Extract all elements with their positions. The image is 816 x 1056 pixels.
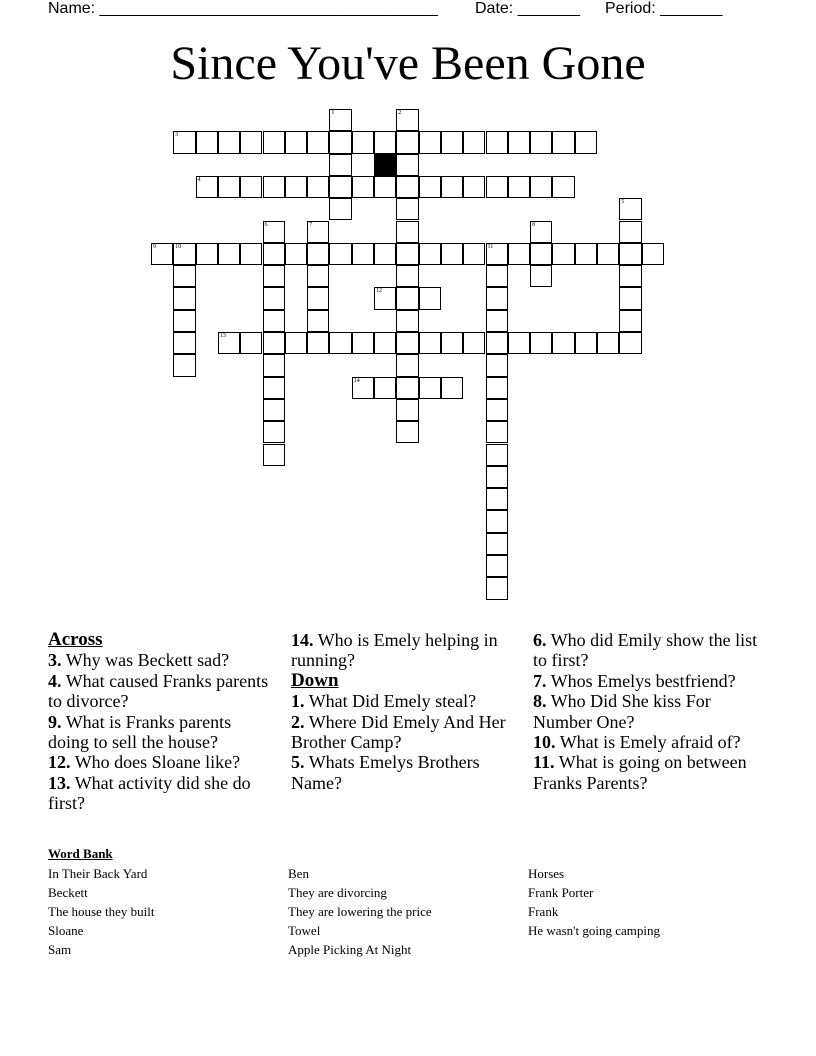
clue-down-1: 1. What Did Emely steal?: [291, 691, 477, 712]
word-bank-item: He wasn't going camping: [528, 923, 660, 938]
word-bank-item: Frank Porter: [528, 885, 594, 900]
crossword-cell[interactable]: [307, 243, 329, 265]
crossword-cell[interactable]: [486, 533, 508, 555]
crossword-cell[interactable]: [486, 510, 508, 532]
crossword-cell[interactable]: [419, 287, 441, 309]
crossword-cell[interactable]: [396, 109, 418, 131]
crossword-cell[interactable]: [374, 243, 396, 265]
clue-across-9: 9. What is Franks parents doing to sell the house?: [48, 711, 232, 753]
crossword-cell[interactable]: [419, 176, 441, 198]
name-field-label: Name: ______________________________________: [48, 0, 438, 17]
crossword-cell[interactable]: [329, 243, 351, 265]
clue-number: 5: [621, 199, 625, 206]
crossword-cell[interactable]: [575, 332, 597, 354]
crossword-cell[interactable]: [441, 243, 463, 265]
crossword-cell[interactable]: [396, 421, 418, 443]
crossword-cell[interactable]: [374, 377, 396, 399]
crossword-cell[interactable]: [486, 555, 508, 577]
crossword-cell[interactable]: [173, 310, 195, 332]
crossword-cell[interactable]: [552, 332, 574, 354]
clue-number: 13: [219, 333, 226, 339]
crossword-cell[interactable]: [240, 176, 262, 198]
crossword-cell[interactable]: [263, 265, 285, 287]
crossword-cell[interactable]: [486, 332, 508, 354]
crossword-cell[interactable]: [396, 221, 418, 243]
word-bank-item: Towel: [288, 923, 321, 938]
word-bank-item: Frank: [528, 904, 559, 919]
crossword-cell[interactable]: [419, 332, 441, 354]
clues-column-1: [48, 630, 273, 814]
word-bank-item: The house they built: [48, 904, 155, 919]
clues-column-3: [533, 630, 758, 793]
clue-across-12: 12. Who does Sloane like?: [48, 752, 241, 773]
crossword-cell[interactable]: [396, 198, 418, 220]
crossword-cell[interactable]: [263, 287, 285, 309]
crossword-cell[interactable]: [218, 332, 240, 354]
crossword-cell[interactable]: [263, 377, 285, 399]
crossword-black-cell: [374, 154, 396, 176]
crossword-cell[interactable]: [307, 221, 329, 243]
word-bank-item: Ben: [288, 866, 309, 881]
word-bank-column-3: [528, 864, 660, 940]
crossword-cell[interactable]: [552, 243, 574, 265]
crossword-cell[interactable]: [441, 131, 463, 153]
crossword-cell[interactable]: [196, 176, 218, 198]
crossword-cell[interactable]: [352, 243, 374, 265]
crossword-cell[interactable]: [597, 332, 619, 354]
crossword-cell[interactable]: [508, 176, 530, 198]
word-bank-item: Beckett: [48, 885, 88, 900]
clue-number: 3: [175, 132, 179, 139]
crossword-cell[interactable]: [374, 332, 396, 354]
word-bank-item: Sam: [48, 942, 72, 957]
crossword-cell[interactable]: [196, 243, 218, 265]
crossword-cell[interactable]: [396, 243, 418, 265]
clue-down-8: 8. Who Did She kiss For Number One?: [533, 691, 711, 732]
clues-column-2: [291, 630, 516, 793]
crossword-cell[interactable]: [619, 265, 641, 287]
crossword-cell[interactable]: [463, 176, 485, 198]
crossword-cell[interactable]: [151, 243, 173, 265]
crossword-cell[interactable]: [597, 243, 619, 265]
clue-number: 8: [532, 221, 536, 228]
crossword-cell[interactable]: [329, 131, 351, 153]
crossword-cell[interactable]: [441, 332, 463, 354]
crossword-cell[interactable]: [329, 109, 351, 131]
crossword-cell[interactable]: [619, 243, 641, 265]
crossword-cell[interactable]: [530, 176, 552, 198]
clue-number: 10: [175, 243, 182, 250]
crossword-cell[interactable]: [486, 488, 508, 510]
page-title: Since You've Been Gone: [170, 37, 646, 90]
crossword-cell[interactable]: [173, 332, 195, 354]
crossword-cell[interactable]: [329, 332, 351, 354]
clue-number: 9: [153, 243, 156, 250]
crossword-cell[interactable]: [218, 243, 240, 265]
crossword-cell[interactable]: [486, 444, 508, 466]
crossword-cell[interactable]: [619, 332, 641, 354]
clue-across-13: 13. What activity did she do first?: [48, 772, 251, 814]
crossword-cell[interactable]: [240, 243, 262, 265]
crossword-cell[interactable]: [307, 287, 329, 309]
crossword-cell[interactable]: [352, 332, 374, 354]
crossword-cell[interactable]: [419, 243, 441, 265]
crossword-cell[interactable]: [285, 176, 307, 198]
crossword-cell[interactable]: [486, 377, 508, 399]
crossword-cell[interactable]: [486, 243, 508, 265]
crossword-cell[interactable]: [329, 176, 351, 198]
word-bank-item: They are divorcing: [288, 885, 387, 900]
crossword-cell[interactable]: [263, 243, 285, 265]
crossword-cell[interactable]: [263, 354, 285, 376]
across-heading: Across: [48, 629, 103, 650]
crossword-cell[interactable]: [263, 310, 285, 332]
crossword-cell[interactable]: [240, 332, 262, 354]
crossword-cell[interactable]: [463, 332, 485, 354]
down-heading: Down: [291, 669, 339, 691]
clue-down-6: 6. Who did Emily show the list to first?: [533, 630, 758, 671]
clue-number: 4: [197, 176, 201, 183]
crossword-cell[interactable]: [396, 131, 418, 153]
clue-down-2: 2. Where Did Emely And Her Brother Camp?: [291, 711, 506, 753]
word-bank-item: They are lowering the price: [288, 904, 432, 919]
crossword-cell[interactable]: [307, 176, 329, 198]
clue-across-14: 14. Who is Emely helping in running?: [291, 630, 498, 671]
crossword-cell[interactable]: [486, 399, 508, 421]
crossword-cell[interactable]: [263, 221, 285, 243]
crossword-cell[interactable]: [441, 176, 463, 198]
clue-across-3: 3. Why was Beckett sad?: [48, 650, 230, 671]
crossword-cell[interactable]: [374, 176, 396, 198]
crossword-cell[interactable]: [508, 332, 530, 354]
crossword-cell[interactable]: [307, 131, 329, 153]
crossword-cell[interactable]: [486, 421, 508, 443]
crossword-cell[interactable]: [374, 287, 396, 309]
crossword-cell[interactable]: [285, 332, 307, 354]
crossword-cell[interactable]: [285, 131, 307, 153]
crossword-cell[interactable]: [419, 377, 441, 399]
crossword-cell[interactable]: [530, 332, 552, 354]
word-bank-title: Word Bank: [48, 846, 113, 861]
crossword-cell[interactable]: [396, 354, 418, 376]
clue-number: 6: [264, 221, 268, 228]
crossword-cell[interactable]: [486, 131, 508, 153]
crossword-cell[interactable]: [263, 444, 285, 466]
crossword-cell[interactable]: [552, 176, 574, 198]
clue-number: 1: [331, 110, 335, 116]
crossword-cell[interactable]: [352, 131, 374, 153]
crossword-cell[interactable]: [263, 421, 285, 443]
crossword-cell[interactable]: [263, 332, 285, 354]
crossword-cell[interactable]: [173, 131, 195, 153]
word-bank-column-1: [48, 864, 155, 959]
crossword-cell[interactable]: [508, 131, 530, 153]
crossword-cell[interactable]: [240, 131, 262, 153]
crossword-cell[interactable]: [396, 310, 418, 332]
crossword-cell[interactable]: [173, 287, 195, 309]
word-bank-item: Sloane: [48, 923, 84, 938]
crossword-cell[interactable]: [173, 243, 195, 265]
crossword-cell[interactable]: [396, 332, 418, 354]
crossword-cell[interactable]: [575, 243, 597, 265]
crossword-cell[interactable]: [441, 377, 463, 399]
crossword-cell[interactable]: [619, 221, 641, 243]
crossword-cell[interactable]: [463, 131, 485, 153]
crossword-cell[interactable]: [486, 577, 508, 599]
crossword-cell[interactable]: [374, 131, 396, 153]
clue-number: 11: [487, 243, 494, 250]
date-field-label: Date: _______: [475, 0, 580, 17]
clue-down-11: 11. What is going on between Franks Parents?: [533, 752, 747, 793]
crossword-cell[interactable]: [530, 221, 552, 243]
crossword-cell[interactable]: [552, 131, 574, 153]
crossword-cell[interactable]: [575, 131, 597, 153]
word-bank-item: Horses: [528, 866, 565, 881]
crossword-cell[interactable]: [619, 310, 641, 332]
crossword-cell[interactable]: [396, 399, 418, 421]
crossword-cell[interactable]: [396, 287, 418, 309]
crossword-cell[interactable]: [307, 310, 329, 332]
clue-number: 7: [309, 221, 313, 228]
crossword-cell[interactable]: [307, 265, 329, 287]
crossword-cell[interactable]: [173, 265, 195, 287]
period-field-label: Period: _______: [605, 0, 723, 17]
crossword-cell[interactable]: [419, 131, 441, 153]
word-bank-item: In Their Back Yard: [48, 866, 148, 881]
crossword-cell[interactable]: [530, 131, 552, 153]
crossword-cell[interactable]: [396, 377, 418, 399]
crossword-cell[interactable]: [173, 354, 195, 376]
clue-down-5: 5. Whats Emelys Brothers Name?: [291, 752, 480, 793]
crossword-cell[interactable]: [263, 399, 285, 421]
clue-across-4: 4. What caused Franks parents to divorce?: [48, 670, 269, 712]
crossword-cell[interactable]: [486, 176, 508, 198]
crossword-cell[interactable]: [642, 243, 664, 265]
crossword-cell[interactable]: [329, 154, 351, 176]
crossword-cell[interactable]: [530, 265, 552, 287]
crossword-cell[interactable]: [619, 198, 641, 220]
clue-down-10: 10. What is Emely afraid of?: [533, 732, 741, 753]
clue-number: 14: [353, 377, 360, 384]
crossword-cell[interactable]: [463, 243, 485, 265]
crossword-cell[interactable]: [396, 176, 418, 198]
crossword-cell[interactable]: [352, 176, 374, 198]
crossword-cell[interactable]: [285, 243, 307, 265]
crossword-cell[interactable]: [486, 287, 508, 309]
crossword-cell[interactable]: [530, 243, 552, 265]
crossword-cell[interactable]: [329, 198, 351, 220]
crossword-cell[interactable]: [352, 377, 374, 399]
crossword-cell[interactable]: [486, 265, 508, 287]
clue-down-7: 7. Whos Emelys bestfriend?: [533, 670, 736, 691]
crossword-cell[interactable]: [396, 154, 418, 176]
crossword-cell[interactable]: [486, 354, 508, 376]
clue-number: 12: [376, 288, 382, 295]
crossword-cell[interactable]: [508, 243, 530, 265]
crossword-cell[interactable]: [263, 131, 285, 153]
crossword-cell[interactable]: [486, 310, 508, 332]
clue-number: 2: [398, 110, 402, 116]
crossword-cell[interactable]: [619, 287, 641, 309]
crossword-cell[interactable]: [263, 176, 285, 198]
word-bank-column-2: [288, 864, 432, 959]
crossword-cell[interactable]: [307, 332, 329, 354]
crossword-cell[interactable]: [196, 131, 218, 153]
crossword-cell[interactable]: [486, 466, 508, 488]
crossword-cell[interactable]: [396, 265, 418, 287]
word-bank-item: Apple Picking At Night: [288, 942, 412, 957]
crossword-cell[interactable]: [218, 176, 240, 198]
crossword-cell[interactable]: [218, 131, 240, 153]
